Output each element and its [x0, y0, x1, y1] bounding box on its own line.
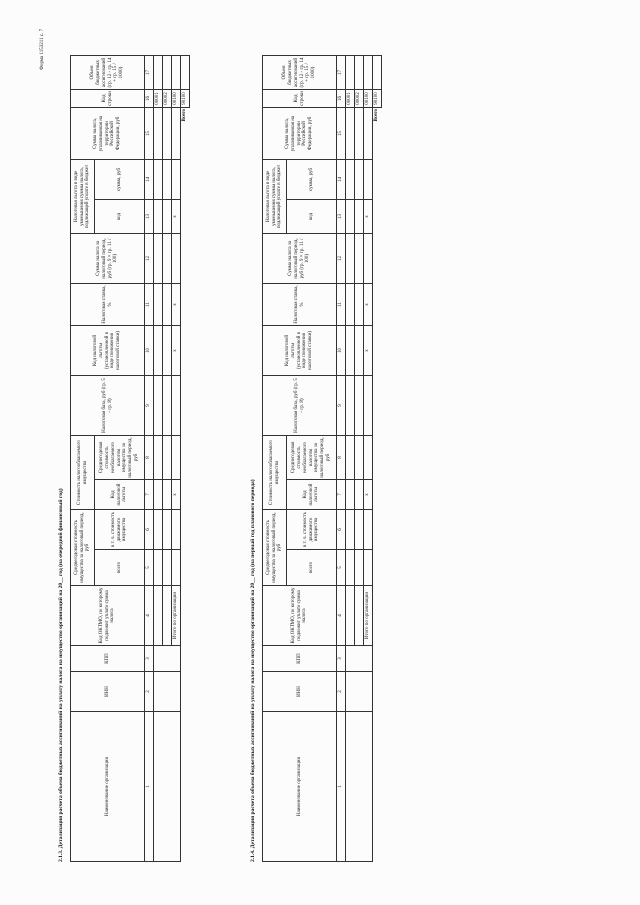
h-avg-nontaxable: Среднегодовая стоимость необлагаемого налогом имущества за налоговый период, руб — [287, 435, 337, 479]
h-avg-total: всего — [287, 550, 337, 586]
h-cadastral: Стоимость налогооблагаемого имущества — [71, 435, 95, 509]
h-kpp: КПП — [71, 646, 145, 672]
h-avg-cost: Среднегодовая стоимость имущества за налоговый период, руб — [263, 510, 287, 586]
h-org-name: Наименование организации — [71, 712, 145, 862]
h-tax-rate: Налоговая ставка, % — [71, 283, 145, 325]
line-code: 00100 — [171, 89, 180, 107]
col-num: 7 — [145, 480, 154, 510]
h-line-code: Код строки — [71, 89, 145, 107]
org-name-cell[interactable] — [345, 712, 372, 862]
col-num: 12 — [145, 233, 154, 283]
h-benefit-reduce-code: код — [287, 199, 337, 233]
col-num: 13 — [145, 199, 154, 233]
col-num: 8 — [337, 435, 346, 479]
h-line-code: Код строки — [263, 89, 337, 107]
col-num: 5 — [145, 550, 154, 586]
col-num: 7 — [337, 480, 346, 510]
h-org-name: Наименование организации — [263, 712, 337, 862]
h-benefit-reduce-code: код — [95, 199, 145, 233]
col-num: 16 — [337, 89, 346, 107]
col-num: 14 — [337, 159, 346, 199]
col-num: 2 — [145, 672, 154, 712]
x-mark: х — [171, 199, 180, 233]
col-num: 15 — [337, 107, 346, 159]
section-title-1: 2.1.3. Детализация расчета объема бюджетных ассигнований на уплату налога на имущество организаций на 20__ год (на очередной финансовый год) — [58, 488, 64, 862]
col-num: 3 — [337, 646, 346, 672]
h-tax-base: Налоговая база, руб (гр. 5 - гр. 8) — [263, 375, 337, 435]
col-num: 11 — [337, 283, 346, 325]
col-num: 14 — [145, 159, 154, 199]
line-code: 00001 — [153, 89, 162, 107]
x-mark: х — [171, 325, 180, 375]
h-avg-cost: Среднегодовая стоимость имущества за налоговый период, руб — [71, 510, 95, 586]
tax-table-2 — [262, 55, 382, 862]
h-benefit-reduce-sum: сумма, руб — [287, 159, 337, 199]
col-num: 6 — [337, 510, 346, 550]
h-benefit-rate-code: Код налоговой льготы (установленной в виде понижения налоговой ставки) — [71, 325, 145, 375]
col-num: 1 — [337, 712, 346, 862]
h-tax-sum: Сумма налога за налоговый период, руб (гр. 9 × гр. 11 / 100) — [71, 233, 145, 283]
h-benefit-reduce: Налоговая льгота в виде уменьшения суммы налога, подлежащей уплате в бюджет — [71, 159, 95, 233]
col-num: 11 — [145, 283, 154, 325]
h-inn: ИНН — [263, 672, 337, 712]
x-mark: х — [363, 325, 372, 375]
h-kpp: КПП — [263, 646, 337, 672]
h-avg-movable: в т. ч. стоимость движимого имущества — [287, 510, 337, 550]
col-num: 2 — [337, 672, 346, 712]
col-num: 4 — [145, 586, 154, 646]
line-code: 90100 — [180, 89, 189, 107]
line-code: 00100 — [363, 89, 372, 107]
h-tax-rate: Налоговая ставка, % — [263, 283, 337, 325]
h-budget-volume: Объем бюджетных ассигнований (гр. 12 - гр. 14 + гр. 15 / 1000) — [263, 55, 337, 89]
col-num: 4 — [337, 586, 346, 646]
org-name-cell[interactable] — [153, 712, 180, 862]
x-mark: х — [171, 283, 180, 325]
col-num: 1 — [145, 712, 154, 862]
h-benefit-reduce: Налоговая льгота в виде уменьшения суммы налога, подлежащей уплате в бюджет — [263, 159, 287, 233]
h-benefit-code: Код налоговой льготы — [287, 480, 337, 510]
col-num: 12 — [337, 233, 346, 283]
col-num: 17 — [337, 55, 346, 89]
h-budget-volume: Объем бюджетных ассигнований (гр. 12 - гр. 14 + гр. 15 / 1000) — [71, 55, 145, 89]
col-num: 10 — [145, 325, 154, 375]
org-total-label: Итого по организации — [171, 586, 180, 646]
line-code: 00002 — [162, 89, 171, 107]
h-benefit-code: Код налоговой льготы — [95, 480, 145, 510]
h-tax-base: Налоговая база, руб (гр. 5 - гр. 8) — [71, 375, 145, 435]
form-id: Форма 1153211 с. 7 — [40, 28, 45, 70]
inn-cell[interactable] — [153, 672, 180, 712]
oktmo-cell[interactable] — [345, 586, 354, 646]
h-tax-payable: Сумма налога, уплачиваемая на территории Российской Федерации, руб — [263, 107, 337, 159]
section-title-2: 2.1.4. Детализация расчета объема бюджетных ассигнований на уплату налога на имущество организаций на 20__ год (на первый год планового периода) — [250, 479, 256, 862]
col-num: 9 — [145, 375, 154, 435]
h-tax-sum: Сумма налога за налоговый период, руб (гр. 9 × гр. 11 / 100) — [263, 233, 337, 283]
x-mark: х — [363, 199, 372, 233]
kpp-cell[interactable] — [153, 646, 180, 672]
x-mark: х — [363, 480, 372, 510]
oktmo-cell[interactable] — [153, 586, 162, 646]
col-num: 16 — [145, 89, 154, 107]
line-code: 00001 — [345, 89, 354, 107]
x-mark: х — [171, 480, 180, 510]
line-code: 00002 — [354, 89, 363, 107]
org-total-label: Итого по организации — [363, 586, 372, 646]
col-num: 5 — [337, 550, 346, 586]
h-avg-total: всего — [95, 550, 145, 586]
inn-cell[interactable] — [345, 672, 372, 712]
col-num: 9 — [337, 375, 346, 435]
grand-total-label: Всего — [182, 108, 188, 122]
x-mark: х — [363, 283, 372, 325]
col-num: 6 — [145, 510, 154, 550]
h-avg-movable: в т. ч. стоимость движимого имущества — [95, 510, 145, 550]
h-benefit-rate-code: Код налоговой льготы (установленной в виде понижения налоговой ставки) — [263, 325, 337, 375]
col-num: 10 — [337, 325, 346, 375]
rotated-sheet — [50, 48, 520, 868]
h-tax-payable: Сумма налога, уплачиваемая на территории Российской Федерации, руб — [71, 107, 145, 159]
col-num: 3 — [145, 646, 154, 672]
h-oktmo: Код ОКТМО, по которому подлежит уплате сумма налога — [263, 586, 337, 646]
h-benefit-reduce-sum: сумма, руб — [95, 159, 145, 199]
col-num: 17 — [145, 55, 154, 89]
col-num: 15 — [145, 107, 154, 159]
h-avg-nontaxable: Среднегодовая стоимость необлагаемого налогом имущества за налоговый период, руб — [95, 435, 145, 479]
grand-total-label: Всего — [374, 108, 380, 122]
oktmo-cell[interactable] — [162, 586, 171, 646]
col-num: 8 — [145, 435, 154, 479]
h-oktmo: Код ОКТМО, по которому подлежит уплате сумма налога — [71, 586, 145, 646]
h-inn: ИНН — [71, 672, 145, 712]
tax-table-1 — [70, 55, 190, 862]
oktmo-cell[interactable] — [354, 586, 363, 646]
col-num: 13 — [337, 199, 346, 233]
kpp-cell[interactable] — [345, 646, 372, 672]
line-code: 90100 — [372, 89, 381, 107]
h-cadastral: Стоимость налогооблагаемого имущества — [263, 435, 287, 509]
